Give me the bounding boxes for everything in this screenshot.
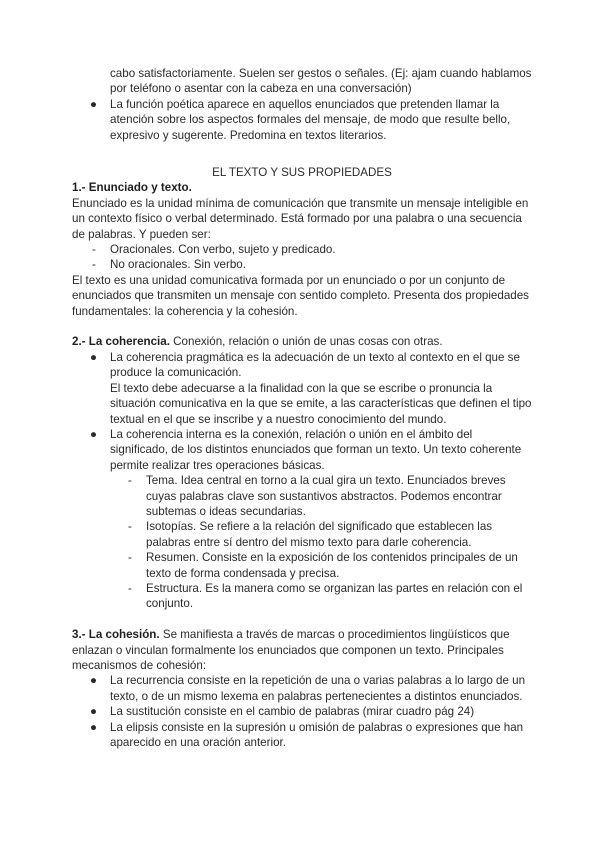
bullet-icon: ● — [90, 427, 98, 441]
operation-tema: - Tema. Idea central en torno a la cual gira un texto. Enunciados breves cuyas palabras clave son sustantivos abstractos. Podemos encontrar subtemas o ideas secundarias. — [128, 474, 506, 518]
bullet-icon: ● — [90, 97, 98, 111]
dash-icon: - — [128, 551, 132, 565]
spacer — [72, 319, 532, 334]
section2-heading-line: 2.- La coherencia. Conexión, relación o unión de unas cosas con otras. — [72, 335, 443, 349]
bullet-icon: ● — [90, 705, 98, 719]
poetic-function-item: ● La función poética aparece en aquellos enunciados que pretenden llamar la atención sobre los aspectos formales del mensaje, de modo que resulte bello, expresivo y sugerente. Predomina en textos literarios. — [90, 97, 511, 142]
list-item-oracionales: - Oracionales. Con verbo, sujeto y predicado. — [92, 243, 336, 257]
section1-heading: 1.- Enunciado y texto. — [72, 181, 192, 195]
section3-heading-line: 3.- La cohesión. Se manifiesta a través de marcas o procedimientos lingüísticos que enlazan o vinculan formalmente los enunciados que componen un texto. Principales mecanismos de cohesión: — [72, 628, 510, 672]
pragmatic-coherence-item: ● La coherencia pragmática es la adecuación de un texto al contexto en el que se produce la comunicación. — [90, 350, 520, 380]
bullet-icon: ● — [90, 350, 98, 364]
operation-estructura: - Estructura. Es la manera como se organizan las partes en relación con el conjunto. — [128, 581, 523, 611]
page-title: EL TEXTO Y SUS PROPIEDADES — [212, 166, 392, 180]
bullet-icon: ● — [90, 720, 98, 734]
operation-isotopias: - Isotopías. Se refiere a la relación del significado que establecen las palabras entre sí dentro del mismo texto para darle coherencia. — [128, 520, 493, 549]
section2-heading: 2.- La coherencia. — [72, 335, 170, 349]
dash-icon: - — [128, 520, 132, 534]
cohesion-recurrencia-item: ● La recurrencia consiste en la repetición de una o varias palabras a lo largo de un texto, o de un mismo lexema en palabras pertenecientes a distintos enunciados. — [90, 674, 526, 703]
bullet-icon: ● — [90, 674, 98, 688]
cohesion-sustitucion-item: ● La sustitución consiste en el cambio de palabras (mirar cuadro pág 24) — [90, 705, 475, 719]
list-item-no-oracionales: - No oracionales. Sin verbo. — [92, 258, 246, 272]
dash-icon: - — [92, 258, 96, 272]
section1-para1: Enunciado es la unidad mínima de comunicación que transmite un mensaje inteligible en un contexto físico o verbal determinado. Está formado por una palabra o una secuencia de palabras. Y pueden ser: — [72, 196, 529, 241]
dash-icon: - — [128, 474, 132, 488]
operation-resumen: - Resumen. Consiste en la exposición de los contenidos principales de un texto de forma condensada y precisa. — [128, 551, 518, 580]
section3-heading: 3.- La cohesión. — [72, 628, 160, 642]
document-page — [72, 66, 532, 750]
pragmatic-coherence-extra: El texto debe adecuarse a la finalidad con la que se escribe o pronuncia la situación comunicativa en la que se emite, a las características que definen el tipo textual en el que se inscribe y a nuestro conocimiento del mundo. — [110, 381, 532, 426]
spacer — [72, 612, 532, 627]
section1-para2: El texto es una unidad comunicativa formada por un enunciado o por un conjunto de enunciados que transmiten un mensaje con sentido completo. Presenta dos propiedades fundamentales: la coherencia y la cohesión. — [72, 273, 529, 318]
dash-icon: - — [92, 243, 96, 257]
cohesion-elipsis-item: ● La elipsis consiste en la supresión u omisión de palabras o expresiones que han aparecido en una oración anterior. — [90, 720, 524, 750]
dash-icon: - — [128, 581, 132, 595]
intro-continued-paragraph: cabo satisfactoriamente. Suelen ser gestos o señales. (Ej: ajam cuando hablamos por teléfono o asentar con la cabeza en una conversación) — [110, 67, 532, 96]
internal-coherence-item: ● La coherencia interna es la conexión, relación o unión en el ámbito del significado, de los distintos enunciados que forman un texto. Un texto coherente permite realizar tres operaciones básicas. — [90, 427, 522, 472]
